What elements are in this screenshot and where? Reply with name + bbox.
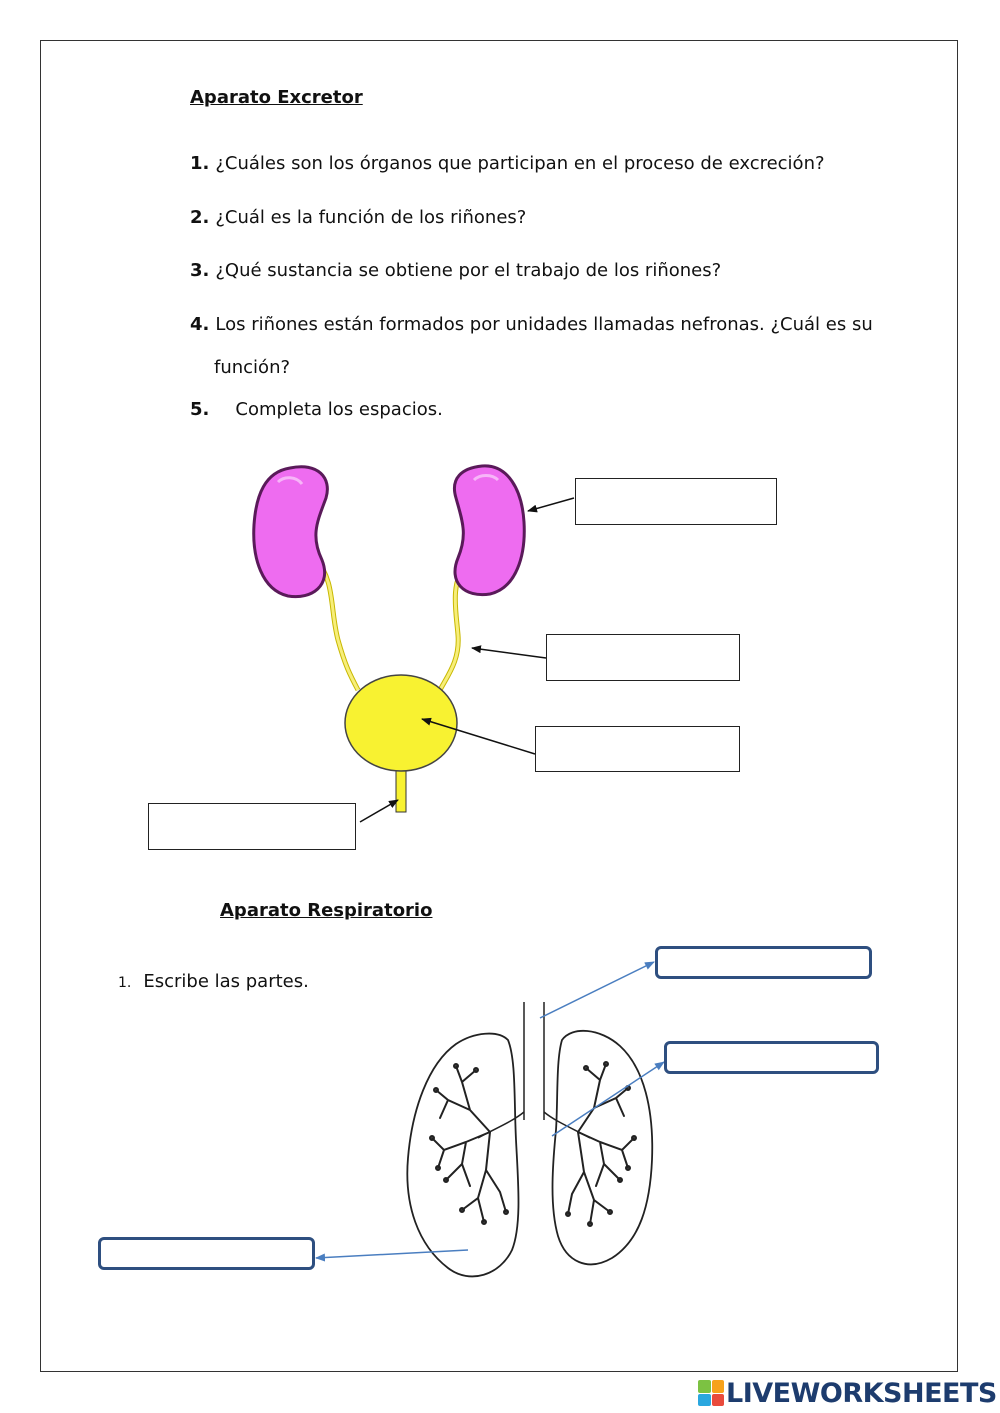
arrow-to-urethra: [360, 800, 398, 822]
liveworksheets-logo-icon: [698, 1380, 724, 1406]
question-text: Completa los espacios.: [235, 399, 443, 420]
instruction-number: 1.: [118, 975, 132, 991]
liveworksheets-logo: [698, 1378, 997, 1408]
bronchi: [478, 1112, 590, 1138]
question-number: 2.: [190, 207, 210, 228]
answer-box-trachea[interactable]: [655, 946, 872, 979]
trachea: [524, 1002, 544, 1120]
question-number: 3.: [190, 260, 210, 281]
answer-box-lung[interactable]: [98, 1237, 315, 1270]
urethra: [396, 766, 406, 812]
logo-text: LIVEWORKSHEETS: [726, 1377, 997, 1409]
excretor-title: Aparato Excretor: [190, 87, 363, 108]
arrow-to-trachea: [540, 962, 654, 1018]
answer-box-bladder[interactable]: [535, 726, 740, 772]
arrow-to-ureter: [472, 648, 546, 658]
instruction-text: Escribe las partes.: [143, 971, 309, 992]
question-text: Los riñones están formados por unidades llamadas nefronas. ¿Cuál es su: [215, 314, 873, 335]
bladder: [345, 675, 457, 771]
answer-box-bronchi[interactable]: [664, 1041, 879, 1074]
answer-box-urethra[interactable]: [148, 803, 356, 850]
question-number: 4.: [190, 314, 210, 335]
answer-box-kidney[interactable]: [575, 478, 777, 525]
arrow-to-lung: [316, 1250, 468, 1258]
question-text: ¿Cuál es la función de los riñones?: [215, 207, 527, 228]
left-bronchial-tree: [430, 1064, 508, 1224]
question-number: 1.: [190, 153, 210, 174]
question-text: ¿Qué sustancia se obtiene por el trabajo de los riñones?: [215, 260, 722, 281]
right-kidney: [454, 466, 524, 595]
respiratorio-title: Aparato Respiratorio: [220, 900, 433, 921]
right-lung: [553, 1031, 653, 1265]
question-text: ¿Cuáles son los órganos que participan en el proceso de excreción?: [215, 153, 825, 174]
respiratorio-instruction: [118, 971, 309, 994]
question-number: 5.: [190, 399, 210, 420]
left-kidney: [254, 467, 328, 597]
question-4-continuation: función?: [214, 357, 291, 378]
answer-box-ureter[interactable]: [546, 634, 740, 681]
arrow-to-kidney: [528, 498, 574, 511]
